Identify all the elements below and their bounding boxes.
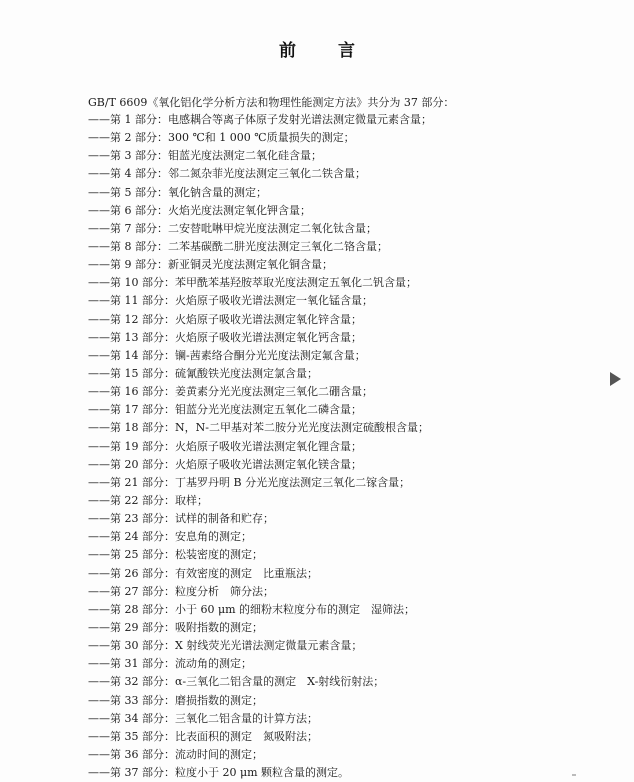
list-item: ——第 34 部分：三氧化二铝含量的计算方法；: [88, 711, 318, 725]
list-item: ——第 14 部分：镧-茜素络合酮分光光度法测定氟含量；: [88, 348, 366, 362]
next-page-icon[interactable]: [610, 372, 621, 386]
list-item: ——第 19 部分：火焰原子吸收光谱法测定氧化锂含量；: [88, 439, 362, 453]
list-item: ——第 29 部分：吸附指数的测定；: [88, 620, 263, 634]
list-item: ——第 32 部分：α-三氧化二铝含量的测定 X-射线衍射法；: [88, 675, 385, 689]
list-item: ——第 37 部分：粒度小于 20 μm 颗粒含量的测定。: [88, 766, 350, 780]
list-item: ——第 22 部分：取样；: [88, 493, 208, 507]
list-item: ——第 9 部分：新亚铜灵光度法测定氧化铜含量；: [88, 258, 333, 272]
list-item: ——第 25 部分：松装密度的测定；: [88, 548, 263, 562]
list-item: ——第 21 部分：丁基罗丹明 B 分光光度法测定三氧化二镓含量；: [88, 475, 411, 489]
list-item: ——第 2 部分：300 ℃和 1 000 ℃质量损失的测定；: [88, 131, 355, 145]
list-item: ——第 4 部分：邻二氮杂菲光度法测定三氧化二铁含量；: [88, 167, 366, 181]
list-item: ——第 31 部分：流动角的测定；: [88, 657, 252, 671]
list-item: ——第 23 部分：试样的制备和贮存；: [88, 512, 274, 526]
list-item: ——第 1 部分：电感耦合等离子体原子发射光谱法测定微量元素含量；: [88, 113, 432, 126]
list-item: ——第 35 部分：比表面积的测定 氮吸附法；: [88, 729, 318, 743]
list-item: ——第 26 部分：有效密度的测定 比重瓶法；: [88, 566, 318, 580]
list-item: ——第 10 部分：苯甲酰苯基羟胺萃取光度法测定五氧化二钒含量；: [88, 276, 417, 290]
list-item: ——第 36 部分：流动时间的测定；: [88, 747, 263, 761]
list-item: ——第 18 部分：N，N-二甲基对苯二胺分光光度法测定硫酸根含量；: [88, 421, 429, 435]
list-item: ——第 15 部分：硫氰酸铁光度法测定氯含量；: [88, 366, 318, 380]
list-item: ——第 30 部分：X 射线荧光光谱法测定微量元素含量；: [88, 639, 363, 653]
list-item: ——第 6 部分：火焰光度法测定氧化钾含量；: [88, 203, 311, 217]
list-item: ——第 20 部分：火焰原子吸收光谱法测定氧化镁含量；: [88, 457, 362, 471]
list-item: ——第 13 部分：火焰原子吸收光谱法测定氧化钙含量；: [88, 330, 362, 344]
list-item: ——第 5 部分：氧化钠含量的测定；: [88, 185, 267, 199]
scan-speck: [572, 774, 576, 776]
list-item: ——第 24 部分：安息角的测定；: [88, 530, 252, 544]
list-item: ——第 33 部分：磨损指数的测定；: [88, 693, 263, 707]
list-item: ——第 8 部分：二苯基碳酰二肼光度法测定三氧化二铬含量；: [88, 239, 388, 253]
list-item: ——第 27 部分：粒度分析 筛分法；: [88, 584, 274, 598]
page-title: 前 言: [279, 41, 373, 61]
list-item: ——第 12 部分：火焰原子吸收光谱法测定氧化锌含量；: [88, 312, 362, 326]
list-item: ——第 17 部分：钼蓝分光光度法测定五氧化二磷含量；: [88, 403, 362, 417]
list-item: ——第 28 部分：小于 60 μm 的细粉末粒度分布的测定 湿筛法；: [88, 602, 416, 616]
list-item: ——第 11 部分：火焰原子吸收光谱法测定一氧化锰含量；: [88, 294, 373, 308]
list-item: ——第 16 部分：姜黄素分光光度法测定三氧化二硼含量；: [88, 385, 373, 399]
list-item: ——第 3 部分：钼蓝光度法测定二氧化硅含量；: [88, 149, 322, 163]
intro-paragraph: GB/T 6609《氧化铝化学分析方法和物理性能测定方法》共分为 37 部分：: [88, 96, 455, 109]
parts-list: [88, 111, 432, 782]
list-item: ——第 7 部分：二安替吡啉甲烷光度法测定二氧化钛含量；: [88, 221, 377, 235]
